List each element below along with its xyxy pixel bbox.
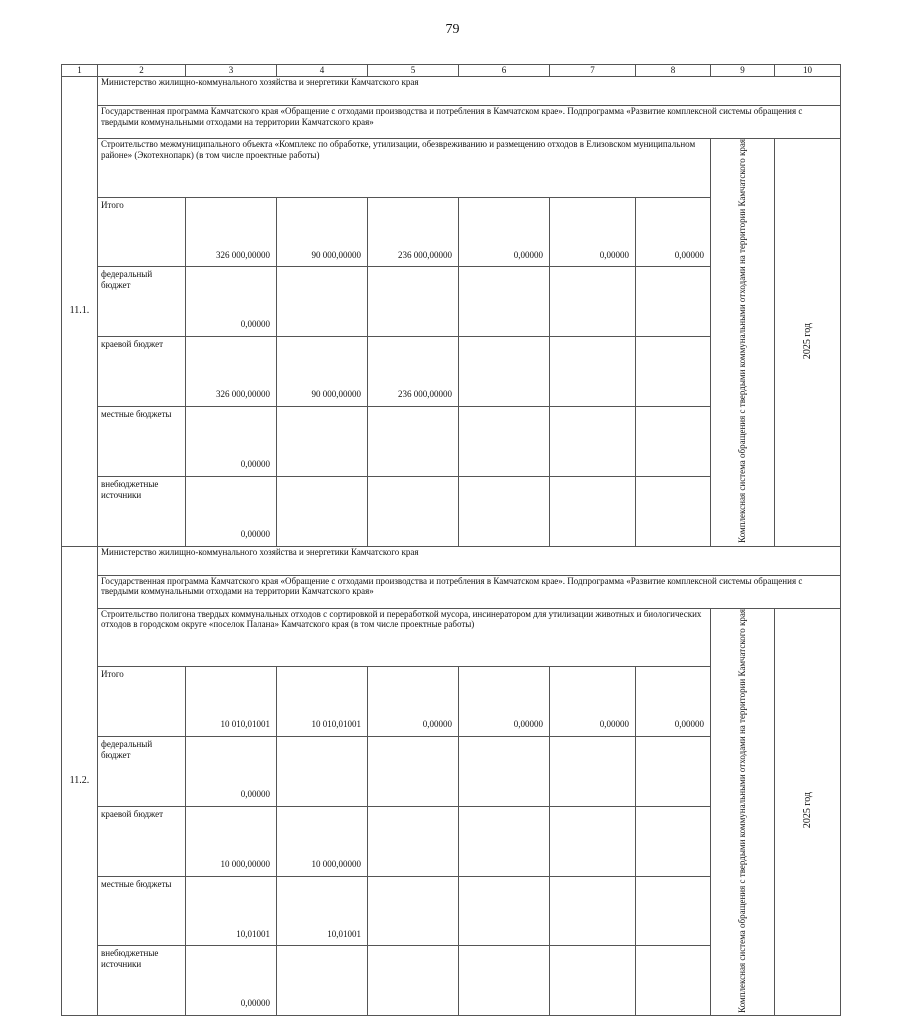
row-label: федеральный бюджет <box>98 267 186 337</box>
value-cell <box>550 806 636 876</box>
org-name: Министерство жилищно-коммунального хозяйства и энергетики Камчатского края <box>98 546 841 575</box>
value-cell: 10,01001 <box>277 876 368 946</box>
col-header: 5 <box>368 65 459 77</box>
value-cell <box>550 876 636 946</box>
deadline-year: 2025 год <box>775 608 841 1016</box>
program-row <box>62 106 841 139</box>
value-cell <box>550 476 636 546</box>
value-cell <box>459 267 550 337</box>
value-cell: 0,00000 <box>186 736 277 806</box>
value-cell: 0,00000 <box>459 667 550 737</box>
value-cell <box>277 406 368 476</box>
value-cell <box>459 476 550 546</box>
col-header: 1 <box>62 65 98 77</box>
org-row <box>62 77 841 106</box>
page-number: 79 <box>445 22 460 37</box>
value-cell <box>277 946 368 1016</box>
value-cell <box>550 337 636 407</box>
row-label: местные бюджеты <box>98 876 186 946</box>
col-header: 9 <box>711 65 775 77</box>
value-cell <box>368 876 459 946</box>
value-cell: 10 000,00000 <box>277 806 368 876</box>
system-name: Комплексная система обращения с твердыми коммунальными отходами на территории Камчатского края <box>711 608 775 1016</box>
col-header: 8 <box>636 65 711 77</box>
project-name: Строительство полигона твердых коммунальных отходов с сортировкой и переработкой мусора, инсинератором для утилизации животных и биологических отходов в городском округе «поселок Палана» Камчатского края (в том числе проектные работы) <box>98 608 711 667</box>
col-header: 2 <box>98 65 186 77</box>
org-name: Министерство жилищно-коммунального хозяйства и энергетики Камчатского края <box>98 77 841 106</box>
value-cell <box>636 806 711 876</box>
value-cell <box>459 806 550 876</box>
value-cell: 0,00000 <box>186 267 277 337</box>
deadline-year: 2025 год <box>775 139 841 547</box>
value-cell: 236 000,00000 <box>368 197 459 267</box>
value-cell <box>550 406 636 476</box>
value-cell <box>550 946 636 1016</box>
value-cell: 0,00000 <box>550 667 636 737</box>
project-row <box>62 139 841 198</box>
value-cell: 0,00000 <box>368 667 459 737</box>
program-name: Государственная программа Камчатского края «Обращение с отходами производства и потребления в Камчатском крае». Подпрограмма «Развитие комплексной системы обращения с твердыми коммунальными отходами на территории Камчатского края» <box>98 106 841 139</box>
value-cell <box>636 476 711 546</box>
value-cell <box>459 736 550 806</box>
value-cell: 326 000,00000 <box>186 197 277 267</box>
col-header: 7 <box>550 65 636 77</box>
value-cell <box>368 267 459 337</box>
value-cell: 90 000,00000 <box>277 197 368 267</box>
value-cell: 0,00000 <box>636 197 711 267</box>
value-cell: 0,00000 <box>186 476 277 546</box>
section-number: 11.2. <box>62 546 98 1016</box>
value-cell <box>550 736 636 806</box>
row-label: местные бюджеты <box>98 406 186 476</box>
value-cell: 0,00000 <box>550 197 636 267</box>
program-name: Государственная программа Камчатского края «Обращение с отходами производства и потребления в Камчатском крае». Подпрограмма «Развитие комплексной системы обращения с твердыми коммунальными отходами на территории Камчатского края» <box>98 575 841 608</box>
value-cell <box>636 946 711 1016</box>
value-cell <box>550 267 636 337</box>
value-cell: 326 000,00000 <box>186 337 277 407</box>
column-number-header <box>62 65 841 77</box>
value-cell: 10 010,01001 <box>186 667 277 737</box>
value-cell <box>459 876 550 946</box>
value-cell <box>459 337 550 407</box>
value-cell <box>636 406 711 476</box>
row-label: краевой бюджет <box>98 337 186 407</box>
col-header: 6 <box>459 65 550 77</box>
value-cell <box>459 946 550 1016</box>
value-cell <box>368 476 459 546</box>
value-cell <box>368 406 459 476</box>
row-label: внебюджетные источники <box>98 946 186 1016</box>
value-cell: 0,00000 <box>636 667 711 737</box>
value-cell <box>277 267 368 337</box>
row-label: краевой бюджет <box>98 806 186 876</box>
value-cell: 10 010,01001 <box>277 667 368 737</box>
value-cell: 90 000,00000 <box>277 337 368 407</box>
value-cell: 10,01001 <box>186 876 277 946</box>
value-cell <box>277 476 368 546</box>
row-label: Итого <box>98 197 186 267</box>
value-cell <box>368 946 459 1016</box>
program-row <box>62 575 841 608</box>
value-cell: 0,00000 <box>186 406 277 476</box>
value-cell <box>277 736 368 806</box>
value-cell: 0,00000 <box>186 946 277 1016</box>
col-header: 3 <box>186 65 277 77</box>
value-cell: 0,00000 <box>459 197 550 267</box>
value-cell <box>368 806 459 876</box>
col-header: 4 <box>277 65 368 77</box>
value-cell <box>636 736 711 806</box>
value-cell <box>636 267 711 337</box>
value-cell: 236 000,00000 <box>368 337 459 407</box>
row-label: федеральный бюджет <box>98 736 186 806</box>
row-label: внебюджетные источники <box>98 476 186 546</box>
project-name: Строительство межмуниципального объекта «Комплекс по обработке, утилизации, обезвреживанию и размещению отходов в Елизовском муниципальном районе» (Экотехнопарк) (в том числе проектные работы) <box>98 139 711 198</box>
value-cell: 10 000,00000 <box>186 806 277 876</box>
budget-table <box>61 64 841 1016</box>
org-row <box>62 546 841 575</box>
row-label: Итого <box>98 667 186 737</box>
value-cell <box>636 876 711 946</box>
section-number: 11.1. <box>62 77 98 547</box>
value-cell <box>368 736 459 806</box>
value-cell <box>636 337 711 407</box>
system-name: Комплексная система обращения с твердыми коммунальными отходами на территории Камчатского края <box>711 139 775 547</box>
project-row <box>62 608 841 667</box>
col-header: 10 <box>775 65 841 77</box>
value-cell <box>459 406 550 476</box>
